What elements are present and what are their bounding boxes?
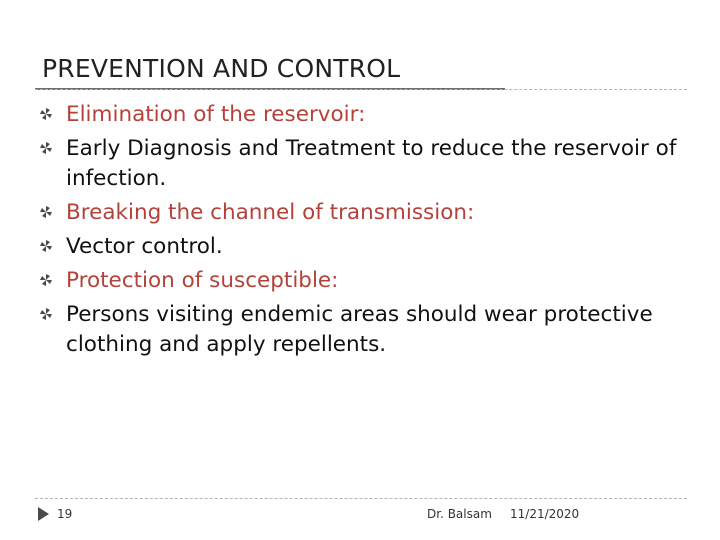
bullet-item <box>40 132 680 196</box>
title-divider <box>35 89 687 90</box>
pinwheel-bullet-icon <box>40 274 52 286</box>
bullet-text: Elimination of the reservoir: <box>66 102 366 127</box>
bullet-item <box>40 196 680 230</box>
bullet-text: Vector control. <box>66 234 223 259</box>
pinwheel-bullet-icon <box>40 108 52 120</box>
slide-title: PREVENTION AND CONTROL <box>42 54 401 83</box>
pinwheel-bullet-icon <box>40 240 52 252</box>
triangle-marker-icon <box>38 507 49 521</box>
page-number: 19 <box>57 507 73 521</box>
pinwheel-bullet-icon <box>40 206 52 218</box>
pinwheel-bullet-icon <box>40 142 52 154</box>
bullet-text: Breaking the channel of transmission: <box>66 200 475 225</box>
bullet-text: Persons visiting endemic areas should wear protective clothing and apply repellents. <box>66 302 653 357</box>
footer-divider <box>35 498 687 499</box>
footer-date: 11/21/2020 <box>510 507 580 521</box>
pinwheel-bullet-icon <box>40 308 52 320</box>
bullet-item <box>40 298 680 362</box>
bullet-text: Protection of susceptible: <box>66 268 339 293</box>
bullet-item <box>40 230 680 264</box>
bullet-item <box>40 98 680 132</box>
footer-author: Dr. Balsam <box>427 507 492 521</box>
bullet-item <box>40 264 680 298</box>
bullet-text: Early Diagnosis and Treatment to reduce the reservoir of infection. <box>66 136 677 191</box>
bullet-list <box>40 98 680 362</box>
